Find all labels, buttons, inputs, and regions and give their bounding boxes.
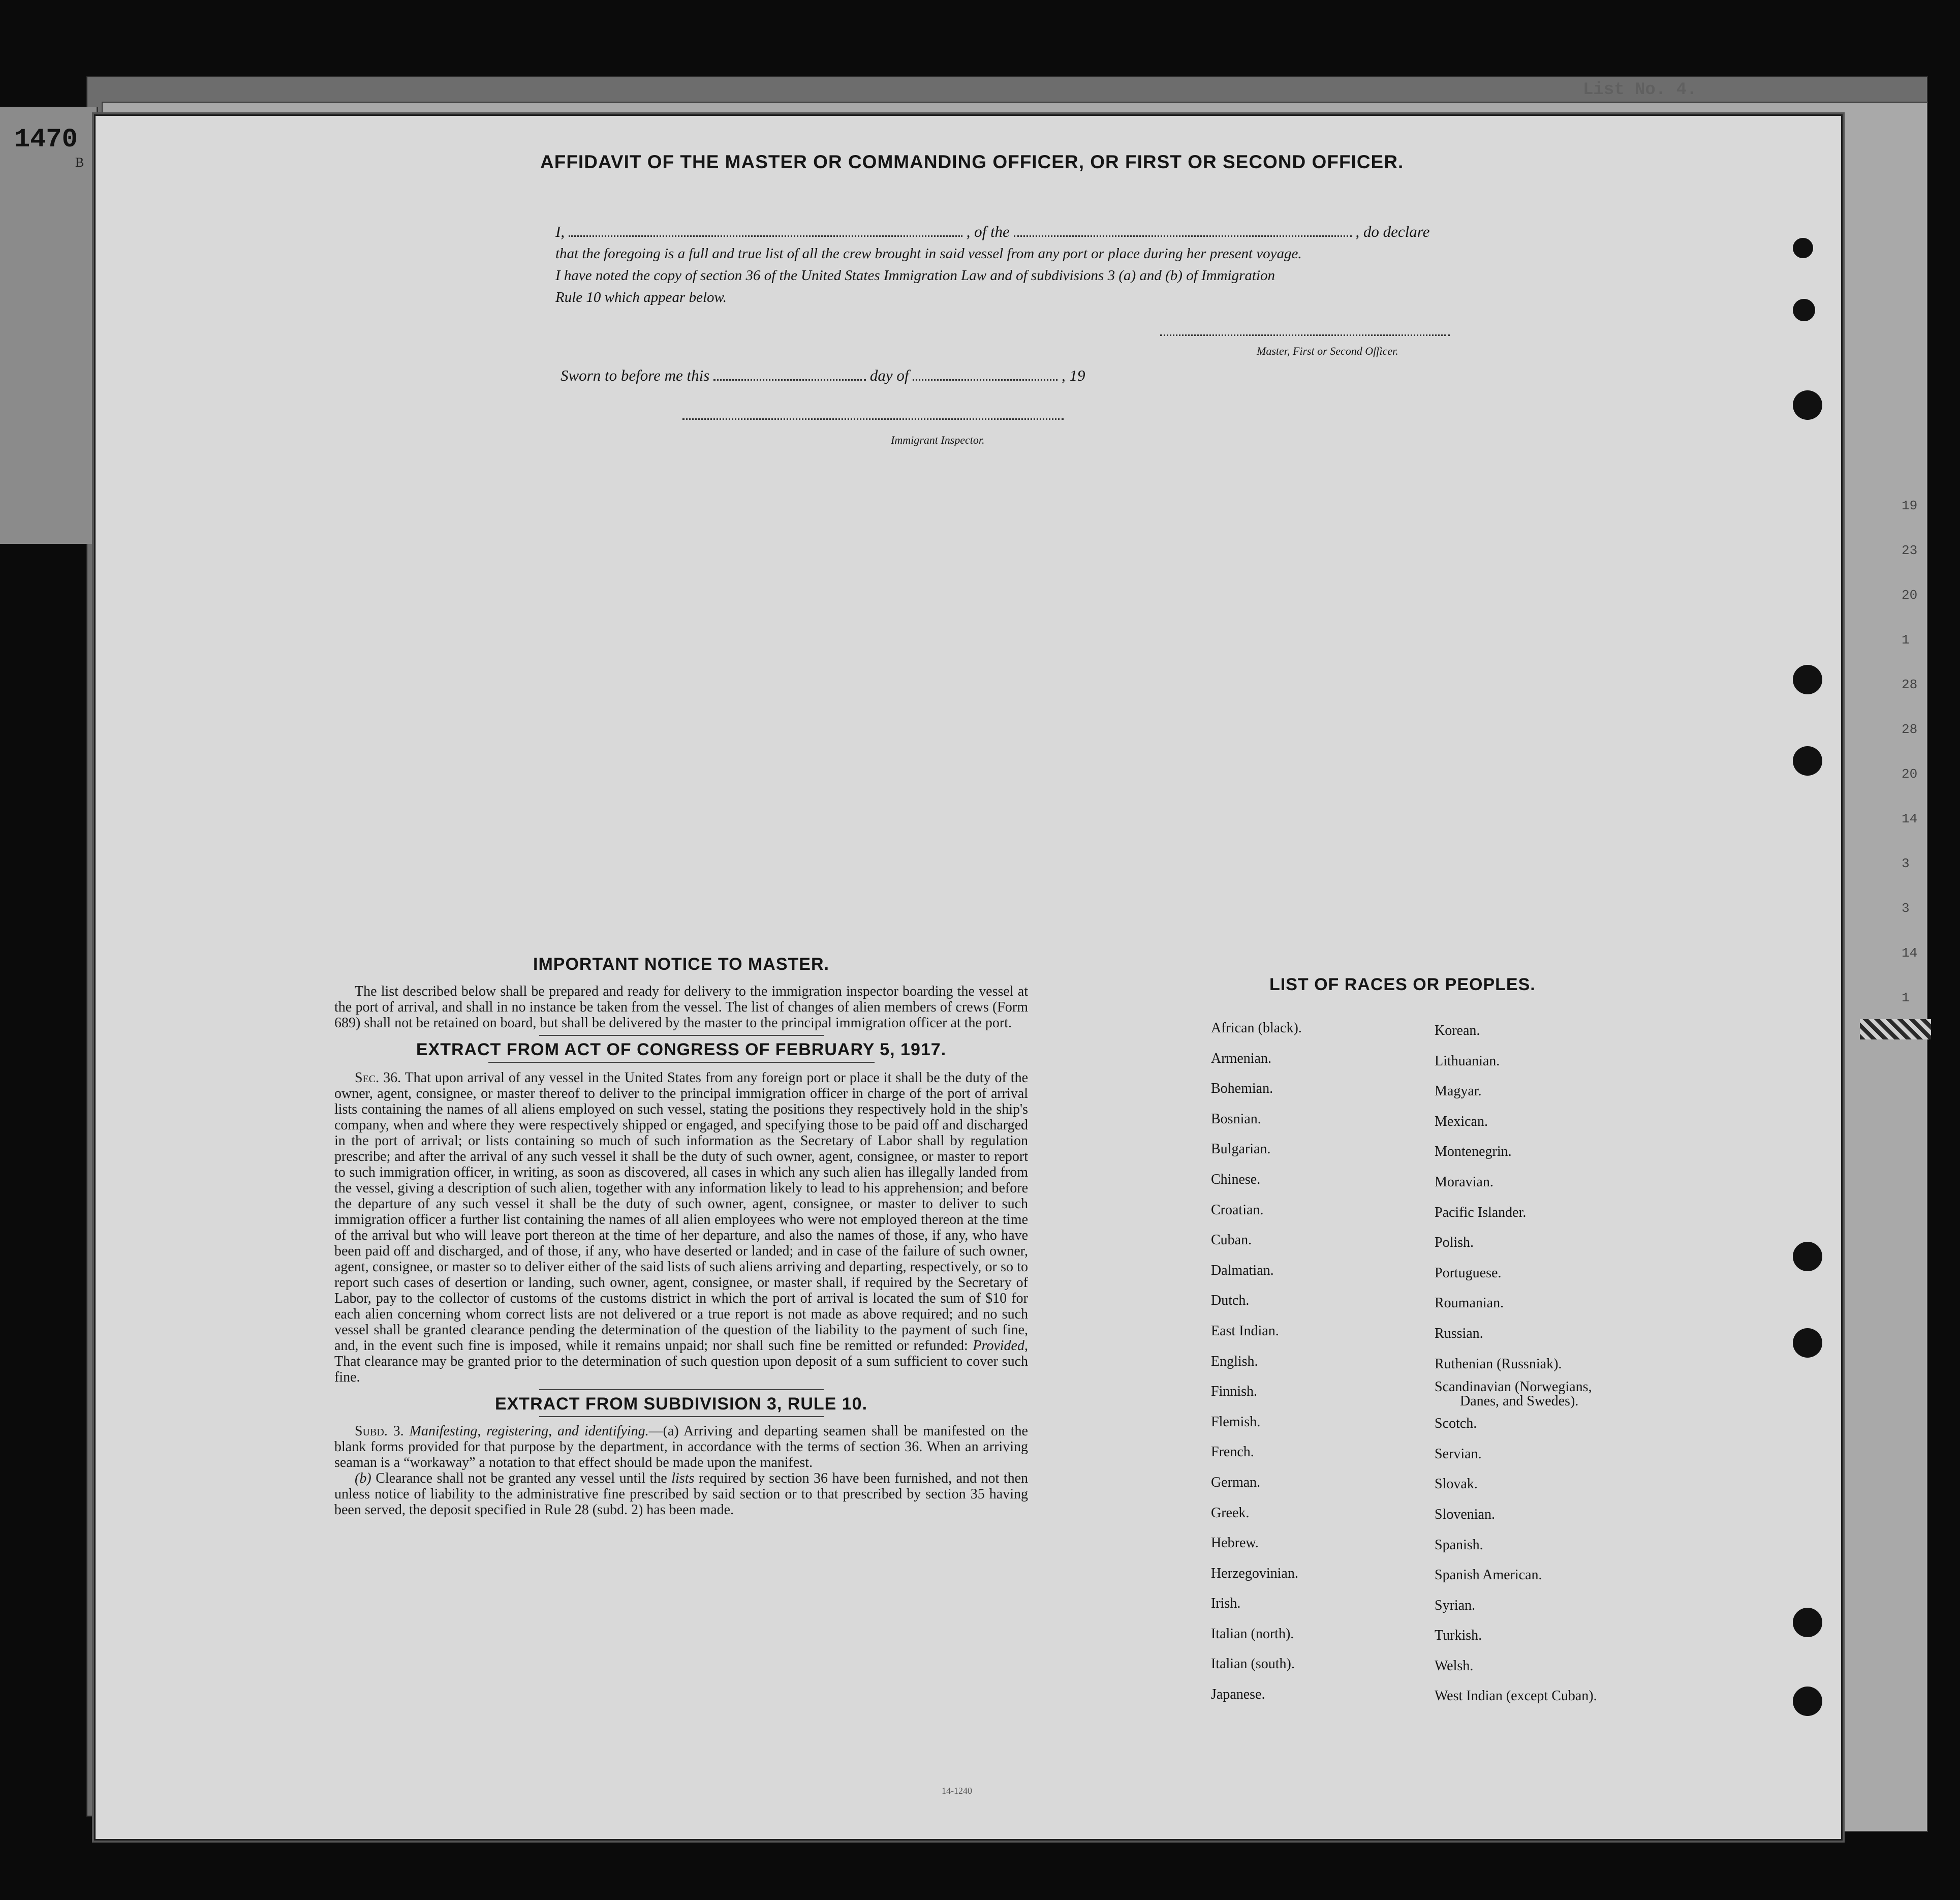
affidavit-declare: , do declare [1355, 223, 1430, 240]
race-item: Roumanian. [1435, 1295, 1504, 1311]
subd-b-label: (b) [355, 1470, 371, 1486]
subd-a-body: —(a) Arriving and departing seamen shall be manifested on the blank forms provided for that purpose by the department, in accordance with the terms of section 36. When an arriving seaman is a “workaway” a notation to that effect should be made upon the manifest. [334, 1423, 1028, 1470]
provided-word: Provided, [973, 1338, 1028, 1354]
races-title: LIST OF RACES OR PEOPLES. [1269, 975, 1536, 994]
race-item: Magyar. [1435, 1083, 1482, 1099]
vessel-blank [1014, 224, 1352, 237]
race-item: Portuguese. [1435, 1265, 1502, 1281]
divider [488, 1062, 875, 1063]
divider [539, 1416, 824, 1417]
race-item: Japanese. [1211, 1687, 1265, 1703]
subd-b-lists: lists [671, 1470, 695, 1486]
divider [539, 1035, 824, 1036]
side-number: 1 [1902, 990, 1910, 1005]
race-item: East Indian. [1211, 1323, 1279, 1339]
affidavit-page [94, 114, 1843, 1841]
side-number: 14 [1902, 945, 1918, 961]
race-item: Slovak. [1435, 1476, 1478, 1492]
affidavit-title: AFFIDAVIT OF THE MASTER OR COMMANDING OFFICER, OR FIRST OR SECOND OFFICER. [540, 151, 1404, 172]
race-item: Moravian. [1435, 1174, 1494, 1190]
affidavit-of-the: , of the [966, 223, 1010, 240]
extract-act-title: EXTRACT FROM ACT OF CONGRESS OF FEBRUARY 5, 1917. [416, 1040, 947, 1059]
race-item: Spanish American. [1435, 1567, 1542, 1583]
race-item-line: Danes, and Swedes). [1460, 1393, 1579, 1409]
folio-number: 1470 [14, 125, 78, 155]
form-code: 14-1240 [942, 1786, 972, 1796]
section-36-body: That upon arrival of any vessel in the United States from any foreign port or place it shall be the duty of the owner, agent, consignee, or master thereof to deliver to the principal immigration officer in charge of the port of arrival lists containing the names of all aliens employed on such vessel, stating the positions they respectively hold in the ship's company, when and where they were respectively shipped or engaged, and specifying those to be paid off and discharged in the port of arrival; or lists containing so much of such information as the Secretary of Labor shall by regulation prescribe; and after the arrival of any such vessel it shall be the duty of such owner, agent, consignee, or master to report to such immigration officer, in writing, as soon as discovered, all cases in which any such alien has illegally landed from the vessel, giving a description of such alien, together with any information likely to lead to his apprehension; and before the departure of any such vessel it shall be the duty of such owner, agent, consignee, or master to deliver to such immigration officer a further list containing the names of all alien employees who were not employed thereon at the time of the arrival but who will leave port thereon at the time of her departure, and also the names of those, if any, who have been paid off and discharged, and of those, if any, who have deserted or landed; and in case of the failure of such owner, agent, consignee, or master so to deliver either of the said lists of such aliens arriving and departing, respectively, or so to report such cases of desertion or landing, such owner, agent, consignee, or master shall, if required by the Secretary of Labor, pay to the collector of customs of the customs district in which the port of arrival is located the sum of $10 for each alien concerning whom correct lists are not delivered or a true report is not made as above required; and no such vessel shall be granted clearance pending the determination of the question of the liability to the payment of such fine, and, in the event such fine is imposed, while it remains unpaid; nor shall such fine be remitted or refunded: [334, 1070, 1028, 1354]
subd-label: Subd. 3. [355, 1423, 404, 1439]
sec-label: Sec. 36. [355, 1070, 401, 1086]
race-item: Greek. [1211, 1505, 1250, 1521]
side-number: 20 [1902, 588, 1918, 603]
punch-hole [1793, 746, 1822, 776]
race-item: Korean. [1435, 1023, 1480, 1038]
punch-hole [1793, 299, 1815, 321]
extract-rule-title: EXTRACT FROM SUBDIVISION 3, RULE 10. [494, 1394, 868, 1414]
sworn-prefix: Sworn to before me this [561, 366, 710, 384]
races-column-1 [1211, 1013, 1302, 1710]
race-item: Hebrew. [1211, 1535, 1259, 1551]
name-blank [569, 224, 962, 237]
notice-column [334, 955, 1028, 1518]
race-item: West Indian (except Cuban). [1435, 1688, 1597, 1704]
race-item: Bohemian. [1211, 1081, 1273, 1097]
cross-hatch-strip [1860, 1019, 1931, 1039]
race-item: Montenegrin. [1435, 1144, 1512, 1160]
race-item: Ruthenian (Russniak). [1435, 1356, 1562, 1372]
race-item: Armenian. [1211, 1050, 1271, 1066]
inspector-signature-line [682, 418, 1064, 420]
race-item: Syrian. [1435, 1597, 1476, 1613]
race-item: Welsh. [1435, 1658, 1474, 1674]
punch-hole [1793, 1687, 1822, 1716]
side-number: 28 [1902, 722, 1918, 737]
punch-hole [1793, 390, 1822, 420]
race-item: Turkish. [1435, 1628, 1482, 1644]
punch-hole [1793, 238, 1813, 258]
race-item: Irish. [1211, 1596, 1241, 1612]
affidavit-line-1 [555, 223, 1429, 241]
month-blank [913, 368, 1057, 381]
race-item: Dalmatian. [1211, 1262, 1274, 1278]
race-item: Polish. [1435, 1235, 1474, 1251]
punch-hole [1793, 1328, 1822, 1358]
affidavit-line-2: that the foregoing is a full and true list of all the crew brought in said vessel from any port or place during her present voyage. [555, 246, 1302, 262]
race-item: Croatian. [1211, 1202, 1264, 1218]
race-item: Cuban. [1211, 1232, 1252, 1248]
subd-heading: Manifesting, registering, and identifying. [409, 1423, 649, 1439]
affidavit-i: I, [555, 223, 565, 240]
race-item: Finnish. [1211, 1384, 1258, 1400]
race-item: Italian (south). [1211, 1656, 1295, 1672]
left-margin-strip [0, 107, 98, 544]
section-36-text [334, 1070, 1028, 1385]
sworn-day-of: day of [869, 366, 909, 384]
side-number: 20 [1902, 767, 1918, 782]
subdivision-a-text [334, 1423, 1028, 1470]
side-number: 28 [1902, 677, 1918, 692]
underlying-side-numbers [1902, 498, 1932, 1035]
side-number: 19 [1902, 498, 1918, 513]
race-item: Bulgarian. [1211, 1141, 1271, 1157]
race-item: Bosnian. [1211, 1111, 1261, 1127]
race-item: Servian. [1435, 1446, 1482, 1462]
race-item: Dutch. [1211, 1293, 1250, 1309]
inspector-label: Immigrant Inspector. [891, 434, 985, 446]
race-item: Scotch. [1435, 1416, 1477, 1432]
race-item: Chinese. [1211, 1171, 1261, 1187]
punch-hole [1793, 665, 1822, 694]
affidavit-line-4: Rule 10 which appear below. [555, 289, 727, 305]
race-item: Italian (north). [1211, 1626, 1294, 1642]
race-item: Mexican. [1435, 1113, 1488, 1129]
race-item: English. [1211, 1353, 1258, 1369]
divider [539, 1389, 824, 1390]
side-number: 3 [1902, 856, 1910, 871]
race-item: Russian. [1435, 1325, 1483, 1341]
day-blank [713, 368, 866, 381]
master-signature-line [1160, 334, 1450, 336]
races-column-2 [1435, 1016, 1597, 1711]
section-36-end: That clearance may be granted prior to the determination of such question upon deposit of a sum sufficient to cover such fine. [334, 1354, 1028, 1385]
race-item: Pacific Islander. [1435, 1204, 1527, 1220]
notice-body: The list described below shall be prepared and ready for delivery to the immigration inspector boarding the vessel at the port of arrival, and shall in no instance be taken from the vessel. The list of changes of alien members of crews (Form 689) shall not be retained on board, but shall be delivered by the master to the principal immigration officer at the port. [334, 984, 1028, 1031]
race-item-line: Scandinavian (Norwegians, [1435, 1379, 1592, 1395]
master-label: Master, First or Second Officer. [1257, 345, 1398, 357]
race-item: Herzegovinian. [1211, 1565, 1298, 1581]
subd-b-part2: required by section 36 have been furnished, and not then unless notice of liability to the administrative fine prescribed by said section or to that prescribed by section 35 having been served, the deposit specified in Rule 28 (subd. 2) has been made. [334, 1470, 1029, 1518]
affidavit-line-3: I have noted the copy of section 36 of the United States Immigration Law and of subdivisions 3 (a) and (b) of Immigration [555, 267, 1275, 284]
race-item: African (black). [1211, 1020, 1302, 1036]
side-number: 1 [1902, 632, 1910, 648]
side-number: 23 [1902, 543, 1918, 558]
punch-hole [1793, 1242, 1822, 1271]
race-item-scandinavian [1435, 1379, 1597, 1408]
race-item: Flemish. [1211, 1414, 1261, 1430]
side-number: 3 [1902, 901, 1910, 916]
notice-title: IMPORTANT NOTICE TO MASTER. [533, 955, 829, 974]
folio-letter: B [75, 155, 84, 170]
side-number: 14 [1902, 811, 1918, 826]
list-number-header: List No. 4. [1583, 80, 1697, 100]
race-item: Slovenian. [1435, 1506, 1495, 1522]
race-item: German. [1211, 1474, 1261, 1490]
race-item: Spanish. [1435, 1537, 1483, 1553]
punch-hole [1793, 1608, 1822, 1637]
subd-b-part1: Clearance shall not be granted any vessel until the [376, 1470, 667, 1486]
race-item: Lithuanian. [1435, 1053, 1500, 1069]
sworn-line [561, 366, 1085, 385]
sworn-year: , 19 [1061, 366, 1085, 384]
subdivision-b-text [334, 1470, 1028, 1518]
race-item: French. [1211, 1444, 1254, 1460]
